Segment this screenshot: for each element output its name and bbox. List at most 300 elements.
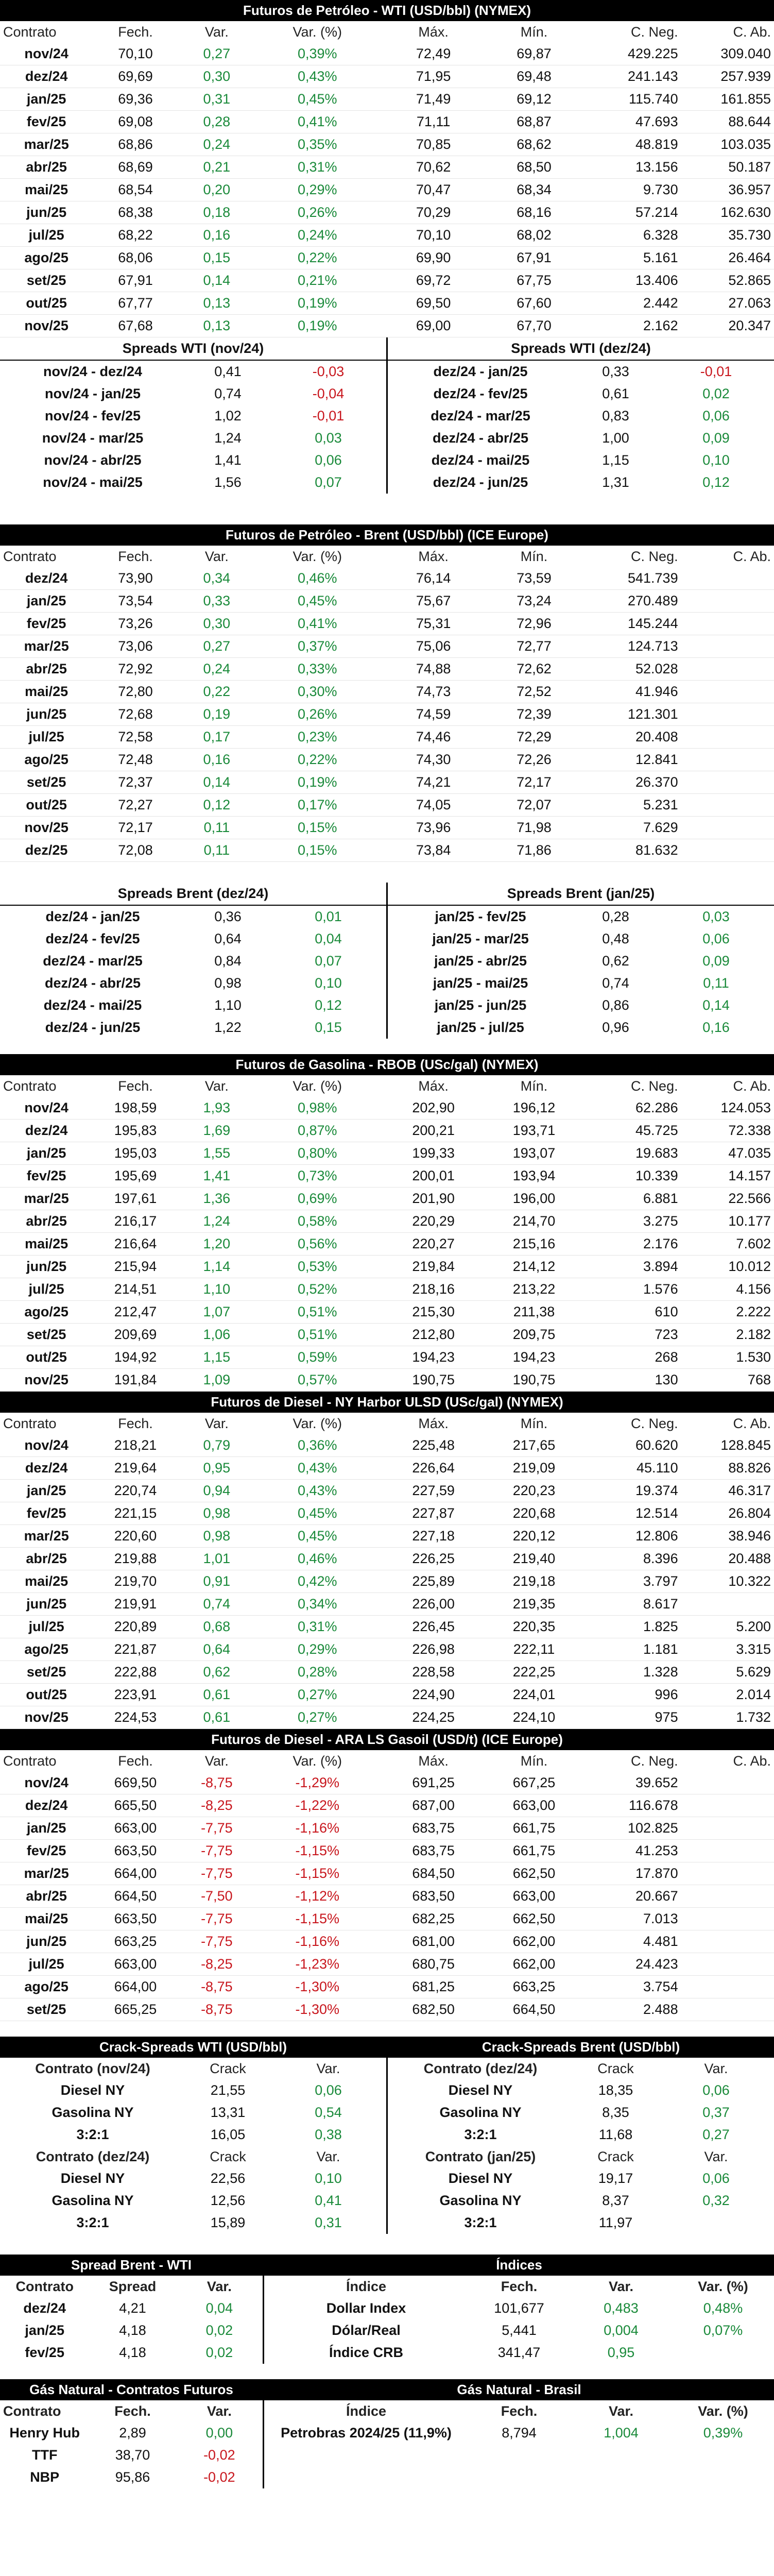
cell: 0,22	[178, 681, 255, 703]
spread-change: 0,03	[702, 909, 730, 924]
table-row	[0, 2342, 263, 2364]
table-row	[0, 2319, 263, 2342]
cell: 0,95	[178, 1457, 255, 1480]
cell: 2,89	[119, 2425, 146, 2441]
cell: 70,62	[379, 156, 487, 179]
cell: 130	[580, 1369, 681, 1392]
crack-change	[658, 2212, 774, 2234]
cell: 0,15%	[255, 839, 379, 862]
cell: nov/24	[0, 1097, 93, 1120]
cell: jun/25	[0, 201, 93, 224]
cell: NBP	[30, 2469, 60, 2485]
table-row	[0, 65, 774, 88]
cell: 0,74	[178, 1593, 255, 1616]
cell: out/25	[0, 1346, 93, 1369]
cell: mai/25	[0, 1908, 93, 1930]
cell: 227,18	[379, 1525, 487, 1548]
column-header: C. Neg.	[631, 1078, 678, 1094]
cell: 663,25	[93, 1930, 178, 1953]
cell: 5,441	[502, 2323, 537, 2338]
cell: 0,30	[178, 65, 255, 88]
column-header: Mín.	[520, 1078, 548, 1094]
cell: 0,15	[178, 247, 255, 269]
cell: 6.328	[580, 224, 681, 247]
cell: mar/25	[0, 133, 93, 156]
cell: 219,40	[488, 1548, 580, 1570]
cell: 2.176	[580, 1233, 681, 1256]
spread-label: dez/24 - jan/25	[45, 909, 140, 924]
cell: 67,75	[488, 269, 580, 292]
cell: 68,50	[488, 156, 580, 179]
crack-label: Gasolina NY	[439, 2193, 522, 2208]
crack-value: 15,89	[210, 2215, 246, 2230]
column-header: Máx.	[418, 24, 449, 40]
crack-change: 0,37	[702, 2105, 730, 2120]
spread-value: 1,10	[214, 997, 242, 1013]
cell: -1,12%	[255, 1885, 379, 1908]
spread-change: 0,12	[702, 474, 730, 490]
cell: jul/25	[0, 1278, 93, 1301]
spread-label: dez/24 - abr/25	[44, 975, 141, 991]
cell: 75,31	[379, 613, 487, 635]
cell: 680,75	[379, 1953, 487, 1976]
cell: 0,02	[205, 2323, 233, 2338]
cell: 68,34	[488, 179, 580, 201]
table-row	[0, 794, 774, 817]
cell: 4,18	[119, 2323, 146, 2338]
cell: 0,41%	[255, 111, 379, 133]
table-row	[0, 1998, 774, 2021]
table-row	[0, 1301, 774, 1324]
cell: mai/25	[0, 179, 93, 201]
spread-change: 0,16	[702, 1020, 730, 1035]
cell	[681, 703, 774, 726]
cell: 0,39%	[255, 43, 379, 65]
futures-table	[0, 1413, 774, 1729]
cell: 50.187	[681, 156, 774, 179]
cell: 81.632	[580, 839, 681, 862]
cell: 72,68	[93, 703, 178, 726]
cell: 0,30	[178, 613, 255, 635]
cell: 3.754	[580, 1976, 681, 1998]
cell	[681, 1862, 774, 1885]
cell: 0,17%	[255, 794, 379, 817]
column-header: Var. (%)	[698, 2403, 748, 2419]
cell: 0,28%	[255, 1661, 379, 1684]
cell: 72,77	[488, 635, 580, 658]
cell: 681,00	[379, 1930, 487, 1953]
cell: 71,86	[488, 839, 580, 862]
cell: 71,98	[488, 817, 580, 839]
crack-value: 8,37	[602, 2193, 629, 2208]
spread-label: dez/24 - mar/25	[43, 953, 143, 969]
column-header: Var.	[316, 2148, 340, 2164]
spread-value: 1,15	[602, 452, 629, 468]
column-header: Var. (%)	[698, 2278, 748, 2294]
spread-value: 1,02	[214, 408, 242, 423]
gas-futures-panel	[0, 2379, 263, 2488]
cell: 124.053	[681, 1097, 774, 1120]
cell: 35.730	[681, 224, 774, 247]
cell: 26.464	[681, 247, 774, 269]
column-header: Var.	[608, 2278, 634, 2294]
cell: 219,09	[488, 1457, 580, 1480]
crack-table	[0, 2058, 386, 2146]
crack-panel	[0, 2037, 386, 2234]
table-row	[0, 43, 774, 65]
cell: dez/25	[0, 839, 93, 862]
cell: 70,10	[93, 43, 178, 65]
spread-brent-wti-panel	[0, 2255, 263, 2364]
cell: 214,70	[488, 1210, 580, 1233]
cell: 68,16	[488, 201, 580, 224]
table-row	[0, 1908, 774, 1930]
cell: set/25	[0, 1324, 93, 1346]
cell: Dollar Index	[326, 2300, 406, 2316]
cell	[681, 1930, 774, 1953]
table-row	[0, 383, 386, 405]
table-row	[0, 1772, 774, 1794]
cell: 0,27	[178, 43, 255, 65]
cell: jan/25	[0, 590, 93, 613]
cell: 663,50	[93, 1840, 178, 1862]
column-header: C. Ab.	[733, 1078, 771, 1094]
cell: 8,794	[502, 2425, 537, 2441]
spread-label: dez/24 - jun/25	[433, 474, 528, 490]
cell: -7,75	[178, 1908, 255, 1930]
cell: 212,47	[93, 1301, 178, 1324]
cell: 57.214	[580, 201, 681, 224]
cell: -8,75	[178, 1976, 255, 1998]
spread-change: 0,15	[315, 1020, 342, 1035]
table-row	[388, 2190, 774, 2212]
table-row	[388, 906, 774, 928]
table-row	[388, 2167, 774, 2190]
crack-panel	[386, 2037, 774, 2234]
column-header: Fech.	[118, 1753, 153, 1769]
cell: 0,52%	[255, 1278, 379, 1301]
cell: Henry Hub	[9, 2425, 80, 2441]
cell: 0,95	[607, 2345, 635, 2360]
cell: 115.740	[580, 88, 681, 111]
cell: 0,45%	[255, 1525, 379, 1548]
contract-header: Contrato (dez/24)	[423, 2060, 538, 2076]
cell: 195,03	[93, 1142, 178, 1165]
column-header: Mín.	[520, 548, 548, 564]
cell: 662,50	[488, 1908, 580, 1930]
cell: 128.845	[681, 1434, 774, 1457]
cell: 0,19	[178, 703, 255, 726]
cell: 5.200	[681, 1616, 774, 1638]
cell: 0,56%	[255, 1233, 379, 1256]
cell: 0,64	[178, 1638, 255, 1661]
cell: dez/24	[0, 1120, 93, 1142]
spread-change: 0,09	[702, 953, 730, 969]
table-row	[0, 2190, 386, 2212]
cell: -7,75	[178, 1840, 255, 1862]
crack-table	[0, 2146, 386, 2234]
cell: 209,75	[488, 1324, 580, 1346]
cell: 88.644	[681, 111, 774, 133]
cell: 72,17	[93, 817, 178, 839]
cell: jan/25	[0, 1142, 93, 1165]
table-row	[0, 1706, 774, 1729]
crack-change: 0,27	[702, 2127, 730, 2142]
cell: 102.825	[580, 1817, 681, 1840]
cell: 227,87	[379, 1502, 487, 1525]
spacer	[0, 1039, 774, 1054]
cell: 194,92	[93, 1346, 178, 1369]
cell: 12.841	[580, 749, 681, 771]
cell: 219,64	[93, 1457, 178, 1480]
table-row	[388, 950, 774, 972]
cell: 73,84	[379, 839, 487, 862]
cell: 217,65	[488, 1434, 580, 1457]
cell: 0,24	[178, 133, 255, 156]
cell: 72,08	[93, 839, 178, 862]
spread-change: 0,11	[703, 975, 729, 991]
cell: 0,00	[205, 2425, 233, 2441]
cell: 0,07%	[703, 2323, 743, 2338]
spread-change: 0,14	[702, 997, 730, 1013]
cell: mai/25	[0, 681, 93, 703]
cell: 0,36%	[255, 1434, 379, 1457]
cell: 4.156	[681, 1278, 774, 1301]
cell: 13.406	[580, 269, 681, 292]
gas-section	[0, 2379, 774, 2488]
column-header: Var.	[704, 2148, 728, 2164]
cell: 72,92	[93, 658, 178, 681]
cell: 662,00	[488, 1953, 580, 1976]
cell: 663,00	[93, 1953, 178, 1976]
cell: 219,70	[93, 1570, 178, 1593]
cell: 723	[580, 1324, 681, 1346]
cell: 1,93	[178, 1097, 255, 1120]
cell: 682,25	[379, 1908, 487, 1930]
cell: 69,72	[379, 269, 487, 292]
column-header: C. Neg.	[631, 1415, 678, 1431]
cell: 72,48	[93, 749, 178, 771]
cell: 662,00	[488, 1930, 580, 1953]
cell: 0,53%	[255, 1256, 379, 1278]
cell: Índice CRB	[329, 2345, 404, 2360]
cell: 664,00	[93, 1976, 178, 1998]
cell: 224,90	[379, 1684, 487, 1706]
spread-label: nov/24 - jan/25	[44, 386, 141, 401]
futures-table	[0, 21, 774, 337]
cell: 71,49	[379, 88, 487, 111]
cell: 213,22	[488, 1278, 580, 1301]
cell: ago/25	[0, 1976, 93, 1998]
cell: 191,84	[93, 1369, 178, 1392]
table-row	[0, 567, 774, 590]
cell: fev/25	[25, 2345, 64, 2360]
cell: 219,88	[93, 1548, 178, 1570]
cell: 8.396	[580, 1548, 681, 1570]
cell: 0,004	[604, 2323, 639, 2338]
cell: set/25	[0, 771, 93, 794]
crack-change: 0,06	[702, 2171, 730, 2186]
cell: dez/24	[23, 2300, 66, 2316]
panel-title: Gás Natural - Brasil	[264, 2379, 774, 2400]
spread-label: jan/25 - jul/25	[437, 1020, 524, 1035]
cell: jun/25	[0, 1256, 93, 1278]
cell: -7,50	[178, 1885, 255, 1908]
crack-table	[388, 2146, 774, 2234]
cell: 69,12	[488, 88, 580, 111]
cell: 0,18	[178, 201, 255, 224]
cell	[681, 1953, 774, 1976]
cell: 69,48	[488, 65, 580, 88]
spread-change: 0,10	[702, 452, 730, 468]
cell: 0,21	[178, 156, 255, 179]
cell: 73,26	[93, 613, 178, 635]
table-row	[0, 1233, 774, 1256]
crack-change: 0,41	[315, 2193, 342, 2208]
spread-value: 0,83	[602, 408, 629, 423]
crack-value: 12,56	[210, 2193, 246, 2208]
cell: 46.317	[681, 1480, 774, 1502]
cell: 0,73%	[255, 1165, 379, 1188]
cell: 0,19%	[255, 315, 379, 337]
cell: dez/24	[0, 567, 93, 590]
cell: 220,12	[488, 1525, 580, 1548]
crack-change: 0,38	[315, 2127, 342, 2142]
cell: 26.370	[580, 771, 681, 794]
cell: ago/25	[0, 749, 93, 771]
cell: 220,60	[93, 1525, 178, 1548]
cell: 0,57%	[255, 1369, 379, 1392]
panel-table	[0, 2276, 263, 2364]
table-row	[0, 1502, 774, 1525]
table-row	[0, 1548, 774, 1570]
cell: 72,26	[488, 749, 580, 771]
spread-value: 0,33	[602, 364, 629, 379]
cell	[681, 1885, 774, 1908]
cell: 0,26%	[255, 201, 379, 224]
column-header: C. Neg.	[631, 24, 678, 40]
cell: 221,87	[93, 1638, 178, 1661]
column-header: Crack	[597, 2148, 634, 2164]
table-row	[388, 449, 774, 471]
table-row	[0, 2167, 386, 2190]
cell: 4,18	[119, 2345, 146, 2360]
cell: 220,23	[488, 1480, 580, 1502]
cell: fev/25	[0, 613, 93, 635]
cell: 74,59	[379, 703, 487, 726]
cell	[681, 794, 774, 817]
spread-change: 0,07	[315, 474, 342, 490]
crack-change: 0,10	[315, 2171, 342, 2186]
crack-change: 0,31	[315, 2215, 342, 2230]
cell: 429.225	[580, 43, 681, 65]
table-row	[0, 1840, 774, 1862]
cell: ago/25	[0, 247, 93, 269]
column-header: Var.	[204, 548, 229, 564]
wti-spreads	[0, 337, 774, 494]
column-header: Var.	[204, 1078, 229, 1094]
cell: 74,05	[379, 794, 487, 817]
cell: abr/25	[0, 1548, 93, 1570]
cell: 5.231	[580, 794, 681, 817]
column-header: C. Ab.	[733, 1415, 771, 1431]
cell: 0,29%	[255, 1638, 379, 1661]
cell: 0,27	[178, 635, 255, 658]
brent-section	[0, 524, 774, 862]
table-row	[0, 1525, 774, 1548]
table-row	[264, 2297, 774, 2319]
cell: 47.693	[580, 111, 681, 133]
cell: 67,91	[488, 247, 580, 269]
cell: 0,46%	[255, 1548, 379, 1570]
cell: 663,50	[93, 1908, 178, 1930]
cell: 0,30%	[255, 681, 379, 703]
cell: 0,22%	[255, 749, 379, 771]
cell: 45.110	[580, 1457, 681, 1480]
column-header: Var. (%)	[293, 1415, 342, 1431]
cell: 74,30	[379, 749, 487, 771]
cell: 0,34	[178, 567, 255, 590]
cell	[681, 1840, 774, 1862]
cell: nov/25	[0, 315, 93, 337]
cell: abr/25	[0, 1210, 93, 1233]
column-header: Var. (%)	[293, 548, 342, 564]
cell: 67,68	[93, 315, 178, 337]
cell: 687,00	[379, 1794, 487, 1817]
cell: 200,21	[379, 1120, 487, 1142]
table-row	[388, 2079, 774, 2102]
cell: 8.617	[580, 1593, 681, 1616]
spread-change: 0,06	[702, 931, 730, 946]
spread-change: 0,03	[315, 430, 342, 446]
table-row	[0, 1817, 774, 1840]
cell: 1,20	[178, 1233, 255, 1256]
cell: 1.576	[580, 1278, 681, 1301]
cell: fev/25	[0, 1840, 93, 1862]
cell: 12.514	[580, 1502, 681, 1525]
cell: 219,18	[488, 1570, 580, 1593]
spread-title: Spreads Brent (dez/24)	[0, 883, 386, 906]
cell: 27.063	[681, 292, 774, 315]
cell: 0,51%	[255, 1324, 379, 1346]
cell: 72,49	[379, 43, 487, 65]
cell: 0,16	[178, 749, 255, 771]
spread-label: dez/24 - mai/25	[43, 997, 142, 1013]
column-header: Fech.	[501, 2403, 538, 2419]
cell: 190,75	[379, 1369, 487, 1392]
spread-value: 0,64	[214, 931, 242, 946]
header-row	[0, 2058, 386, 2079]
cell: 220,74	[93, 1480, 178, 1502]
cell: 220,35	[488, 1616, 580, 1638]
cell: 0,58%	[255, 1210, 379, 1233]
cell: 162.630	[681, 201, 774, 224]
cell: 72,80	[93, 681, 178, 703]
cell: 0,14	[178, 269, 255, 292]
header-row	[0, 1413, 774, 1434]
cell: 72,07	[488, 794, 580, 817]
spread-label: dez/24 - mai/25	[431, 452, 530, 468]
table-row	[0, 972, 386, 994]
cell: -1,30%	[255, 1976, 379, 1998]
cell: 663,00	[488, 1885, 580, 1908]
cell: 1,07	[178, 1301, 255, 1324]
cell: -8,75	[178, 1998, 255, 2021]
cell: 0,91	[178, 1570, 255, 1593]
header-row	[0, 1750, 774, 1772]
cell: 0,68	[178, 1616, 255, 1638]
spacer	[0, 2021, 774, 2037]
